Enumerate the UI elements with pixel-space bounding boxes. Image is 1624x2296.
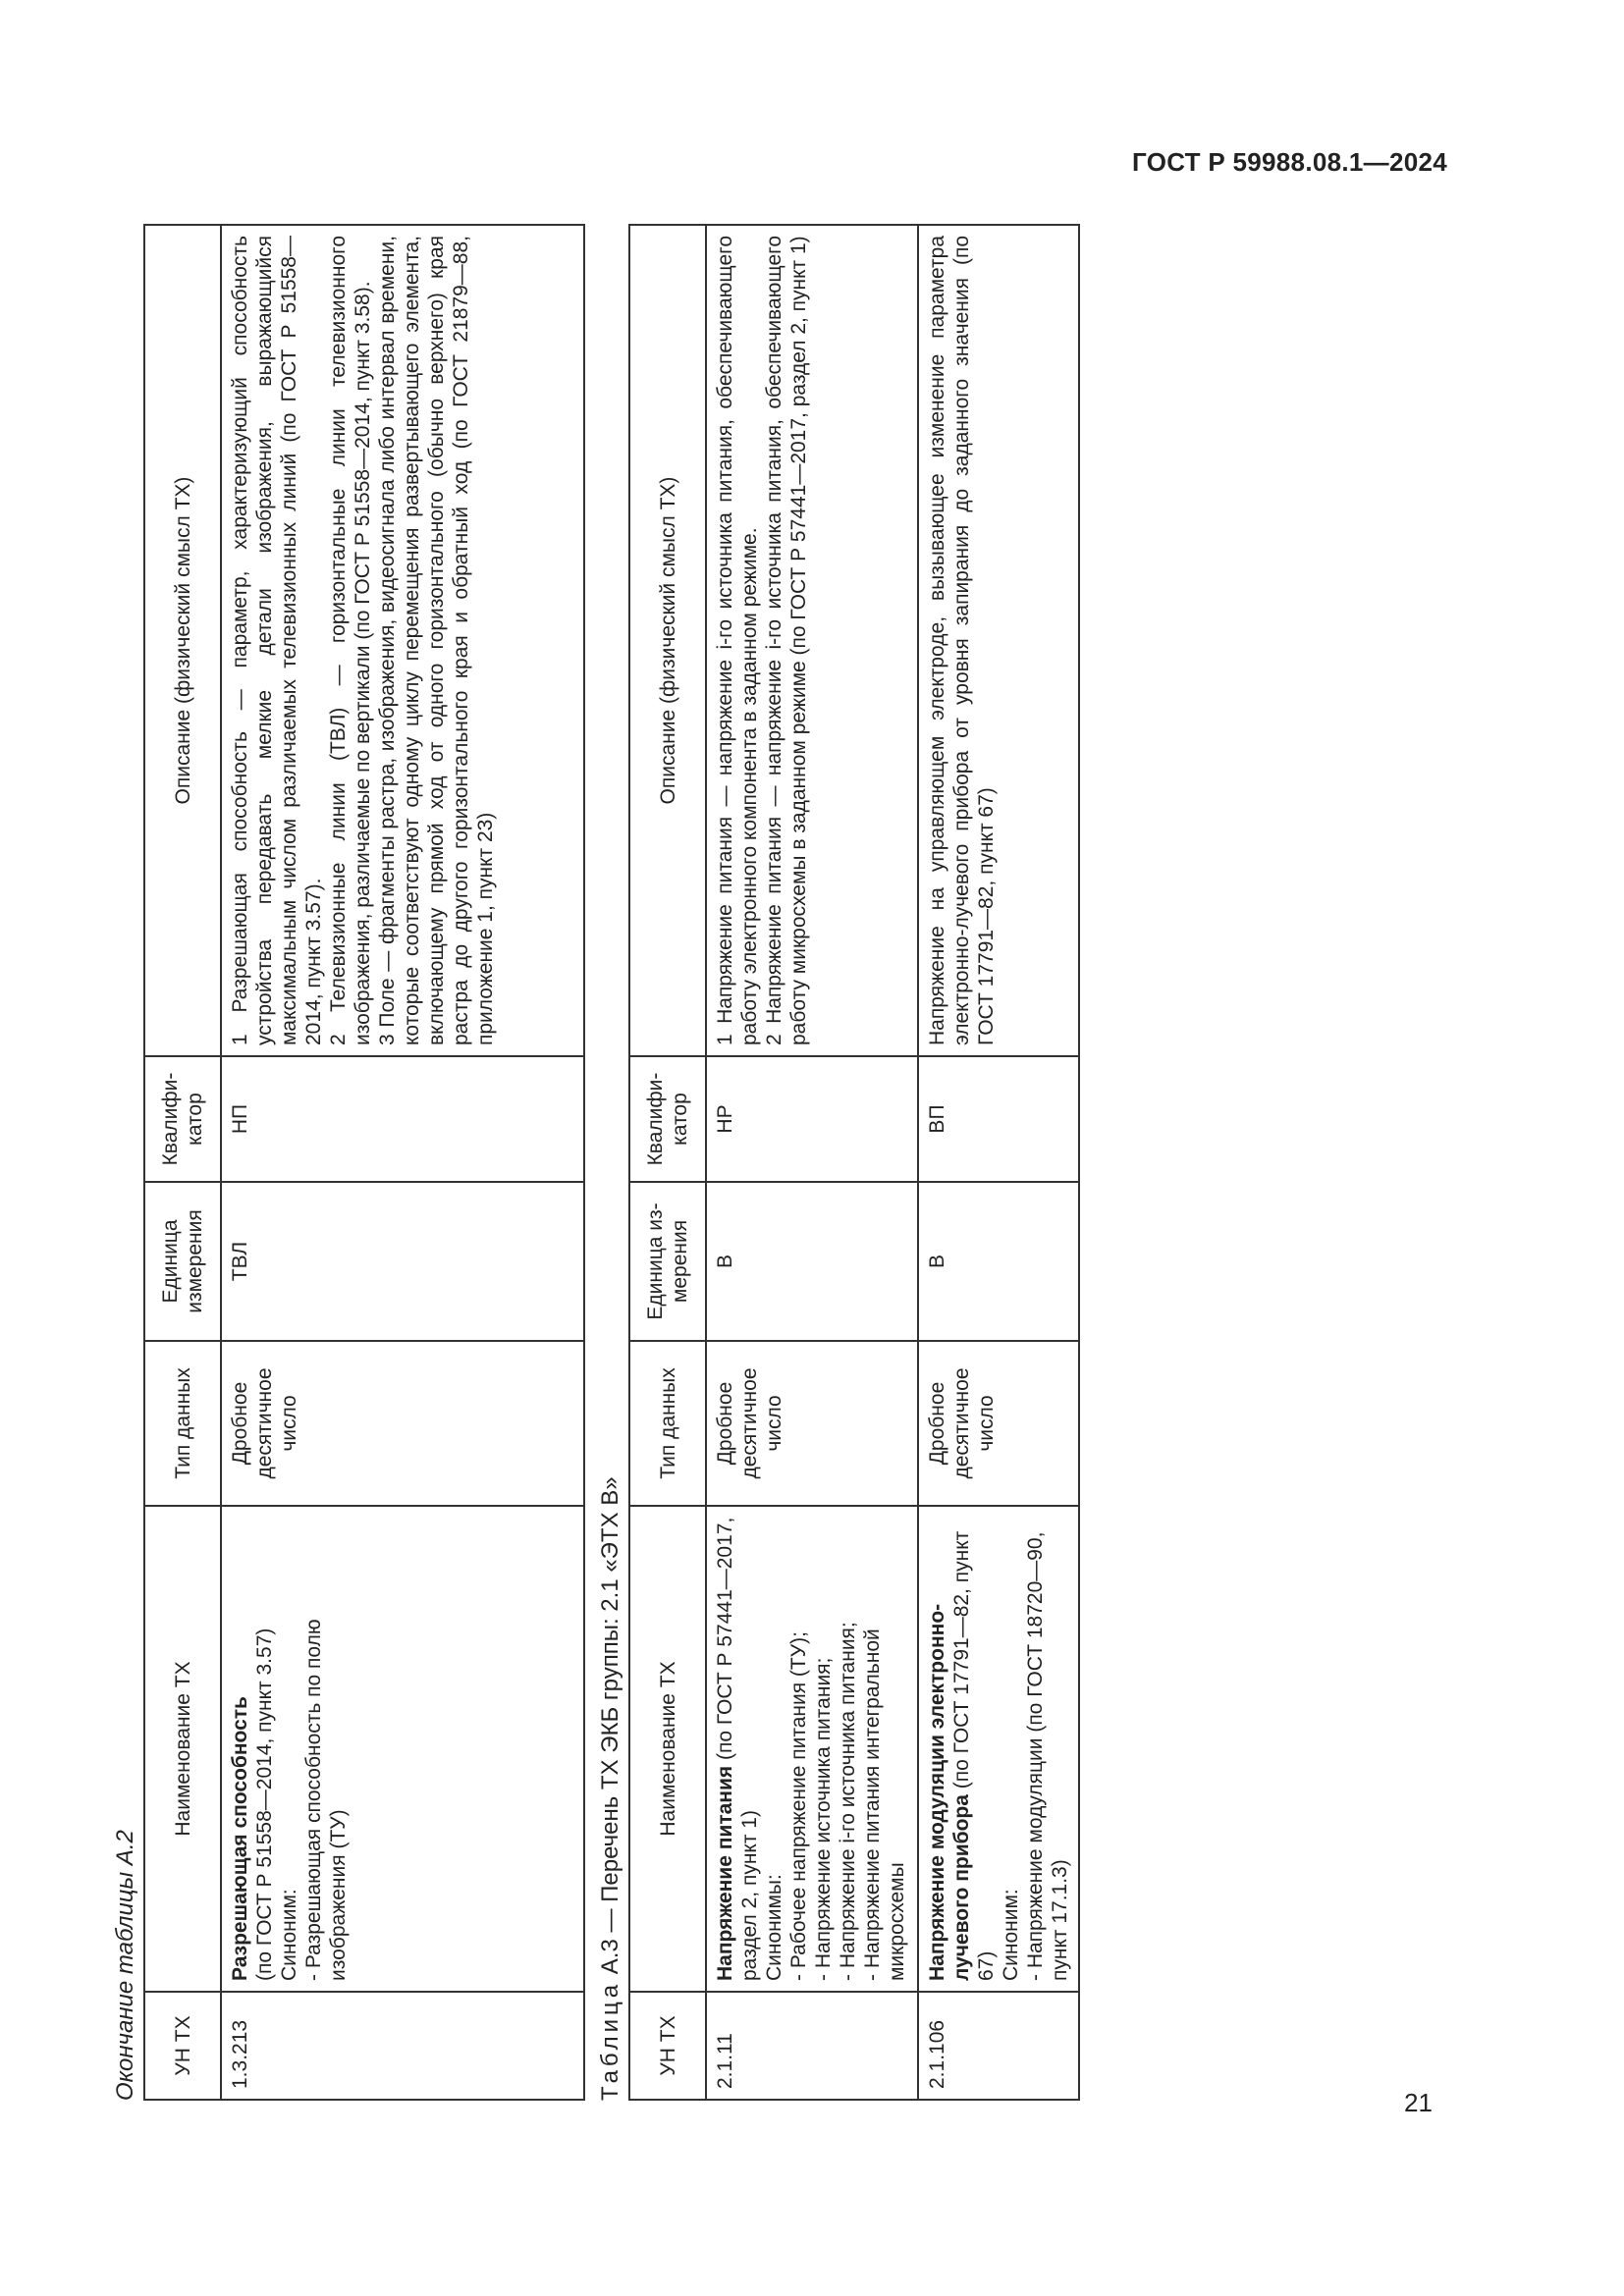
synonyms-label: Синонимы: [763,1874,785,1981]
description-paragraph: 2 Телевизионные линии (ТВЛ) — горизонтальные линии телевизионного изображения, различаемые по вертикали (по ГОСТ Р 51558—2014, пункт 3.58). [327,236,374,1045]
cell-unit: ТВЛ [221,1182,584,1341]
description-paragraph: 1 Разрешающая способность — параметр, характеризующий способность устройства передавать мелкие детали изображения, выражающийся максимальным числом различаемых телевизионных линий (по ГОСТ Р 51558—2014, пункт 3.57). [229,236,325,1045]
synonyms-label: Синоним: [1000,1889,1022,1981]
table-a2-header-row [144,225,221,2100]
col-header-description: Описание (физический смысл ТХ) [144,225,221,1056]
col-header-code: УН ТХ [629,1992,706,2100]
rotated-tables-block [108,226,1227,2101]
col-header-type: Тип данных [629,1341,706,1506]
cell-description [221,225,584,1056]
synonym-item: - Напряжение i-го источника питания; [837,1622,859,1981]
cell-description [918,225,1079,1056]
col-header-unit: Единица из-мерения [629,1182,706,1341]
col-header-qualifier: Квалифи-катор [629,1056,706,1182]
synonyms-label: Синоним: [278,1889,300,1981]
cell-name [221,1506,584,1992]
synonym-item: - Напряжение модуляции (по ГОСТ 18720—90, пункт 17.1.3) [1024,1531,1071,1981]
cell-description [706,225,918,1056]
cell-code: 1.3.213 [221,1992,584,2100]
cell-type: Дробное десятичное число [221,1341,584,1506]
name-title: Напряжение модуляции электронно-лучевого прибора [926,1603,973,1981]
table-a2-caption: Окончание таблицы А.2 [112,1830,138,2101]
table-row [706,225,918,2100]
col-header-code: УН ТХ [144,1992,221,2100]
cell-code: 2.1.11 [706,1992,918,2100]
col-header-unit: Единица измерения [144,1182,221,1341]
description-paragraph: Напряжение на управляющем электроде, вызывающее изменение параметра электронно-лучевого прибора от уровня запирания до заданного значения (по ГОСТ 17791—82, пункт 67) [926,236,998,1045]
cell-type: Дробное десятичное число [918,1341,1079,1506]
synonym-item: - Напряжение источника питания; [812,1657,835,1981]
cell-name [706,1506,918,1992]
table-a2 [143,224,585,2101]
page-number: 21 [1404,2088,1433,2117]
synonym-item: - Рабочее напряжение питания (ТУ); [787,1631,810,1981]
cell-qualifier: НР [706,1056,918,1182]
cell-type: Дробное десятичное число [706,1341,918,1506]
table-a3-header-row [629,225,706,2100]
col-header-qualifier: Квалифи-катор [144,1056,221,1182]
col-header-name: Наименование ТХ [144,1506,221,1992]
name-title: Напряжение питания [714,1765,736,1981]
cell-name [918,1506,1079,1992]
name-reference: (по ГОСТ Р 57441—2017, раздел 2, пункт 1) [714,1517,761,1981]
cell-unit: В [918,1182,1079,1341]
table-a3-caption [593,226,628,2101]
synonym-item: - Разрешающая способность по полю изображения (ТУ) [302,1619,350,1981]
name-reference: (по ГОСТ Р 51558—2014, пункт 3.57) [253,1628,276,1981]
cell-qualifier: ВП [918,1056,1079,1182]
caption-text: А.3 — Перечень ТХ ЭКБ группы: 2.1 «ЭТХ В» [597,1476,623,1981]
col-header-description: Описание (физический смысл ТХ) [629,225,706,1056]
description-paragraph: 3 Поле — фрагменты растра, изображения, видеосигнала либо интервал времени, которые соответствуют одному циклу перемещения развертывающего элемента, включающему прямой ход от одного горизонтального (обычно верхнего) края растра до другого горизонтального края и обратный ход (по ГОСТ 21879—88, приложение 1, пункт 23) [376,236,497,1045]
caption-prefix: Таблица [597,1980,623,2101]
name-title: Разрешающая способность [229,1696,251,1981]
cell-qualifier: НП [221,1056,584,1182]
cell-code: 2.1.106 [918,1992,1079,2100]
document-code-header: ГОСТ Р 59988.08.1—2024 [1132,147,1447,177]
col-header-name: Наименование ТХ [629,1506,706,1992]
description-paragraph: 1 Напряжение питания — напряжение i-го источника питания, обеспечивающего работу электронного компонента в заданном режиме. [714,236,761,1045]
name-reference: (по ГОСТ 17791—82, пункт 67) [950,1530,998,1981]
description-paragraph: 2 Напряжение питания — напряжение i-го источника питания, обеспечивающего работу микросхемы в заданном режиме (по ГОСТ Р 57441—2017, раздел 2, пункт 1) [763,236,810,1045]
synonym-item: - Напряжение питания интегральной микросхемы [861,1629,908,1981]
table-row [918,225,1079,2100]
cell-unit: В [706,1182,918,1341]
col-header-type: Тип данных [144,1341,221,1506]
table-a3 [628,224,1080,2101]
table-row [221,225,584,2100]
